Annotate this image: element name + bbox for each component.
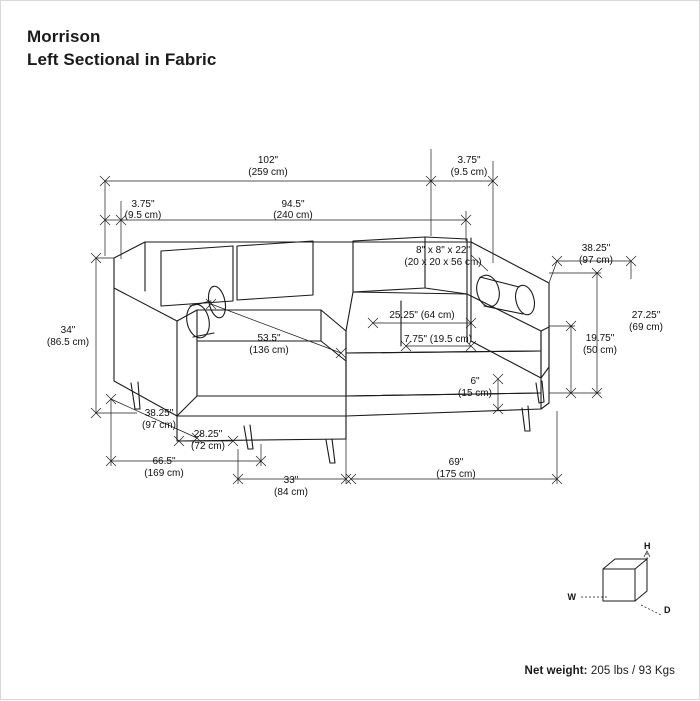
dim-height-metric: (86.5 cm) <box>46 337 90 348</box>
dim-leg-height-metric: (15 cm) <box>458 388 492 399</box>
dim-height-imperial: 34" <box>60 325 76 336</box>
dim-seat-depth: 25.25" (64 cm) <box>389 310 455 321</box>
dim-arm-top-right-metric: (9.5 cm) <box>450 167 488 178</box>
dim-chaise-depth-imperial: 53.5" <box>257 333 281 344</box>
dim-seat-height-imperial: 19.75" <box>585 333 615 344</box>
dim-chaise-width-metric: (97 cm) <box>142 420 176 431</box>
dim-arm-top-right-imperial: 3.75" <box>457 155 481 166</box>
dim-cushion-thickness: 7.75" (19.5 cm) <box>403 334 473 345</box>
legend-cube <box>568 541 672 615</box>
dim-depth-right-metric: (97 cm) <box>579 255 613 266</box>
dim-sofa-length-metric: (175 cm) <box>436 469 476 480</box>
dimension-lines <box>91 149 636 484</box>
dim-sofa-length-imperial: 69" <box>448 457 464 468</box>
net-weight-label: Net weight: <box>524 665 588 677</box>
dim-chaise-base-width-metric: (84 cm) <box>274 487 308 498</box>
sofa-illustration <box>114 237 549 463</box>
dim-arm-top-left-metric: (9.5 cm) <box>124 210 162 221</box>
dim-leg-height-imperial: 6" <box>470 376 480 387</box>
dim-total-depth-metric: (169 cm) <box>144 468 184 479</box>
dim-overall-width-imperial: 102" <box>257 155 279 166</box>
page-title: Morrison <box>27 27 101 46</box>
dim-depth-right-imperial: 38.25" <box>581 243 611 254</box>
legend-height-label: H <box>644 541 651 551</box>
legend-depth-label: D <box>664 605 671 615</box>
dim-chaise-depth-metric: (136 cm) <box>249 345 289 356</box>
legend-width-label: W <box>567 592 576 602</box>
dim-chaise-base-depth-imperial: 28.25" <box>193 429 223 440</box>
dim-total-depth-imperial: 66.5" <box>152 456 176 467</box>
dim-arm-height-metric: (69 cm) <box>629 322 663 333</box>
dim-overall-width-metric: (259 cm) <box>248 167 288 178</box>
dim-chaise-base-depth-metric: (72 cm) <box>191 441 225 452</box>
dim-chaise-base-width-imperial: 33" <box>283 475 299 486</box>
page-subtitle: Left Sectional in Fabric <box>27 50 217 69</box>
dim-seat-height-metric: (50 cm) <box>583 345 617 356</box>
dim-arm-height-imperial: 27.25" <box>631 310 661 321</box>
net-weight <box>525 665 675 677</box>
dim-pillow-metric: (20 x 20 x 56 cm) <box>404 257 482 268</box>
sofa-dimension-drawing <box>1 1 700 701</box>
net-weight-value: 205 lbs / 93 Kgs <box>590 665 675 677</box>
dim-arm-top-left-imperial: 3.75" <box>131 199 155 210</box>
dim-pillow-imperial: 8" x 8" x 22" <box>415 245 471 256</box>
dim-seat-width-metric: (240 cm) <box>273 210 313 221</box>
dim-chaise-width-imperial: 38.25" <box>144 408 174 419</box>
dim-seat-width-imperial: 94.5" <box>281 199 305 210</box>
